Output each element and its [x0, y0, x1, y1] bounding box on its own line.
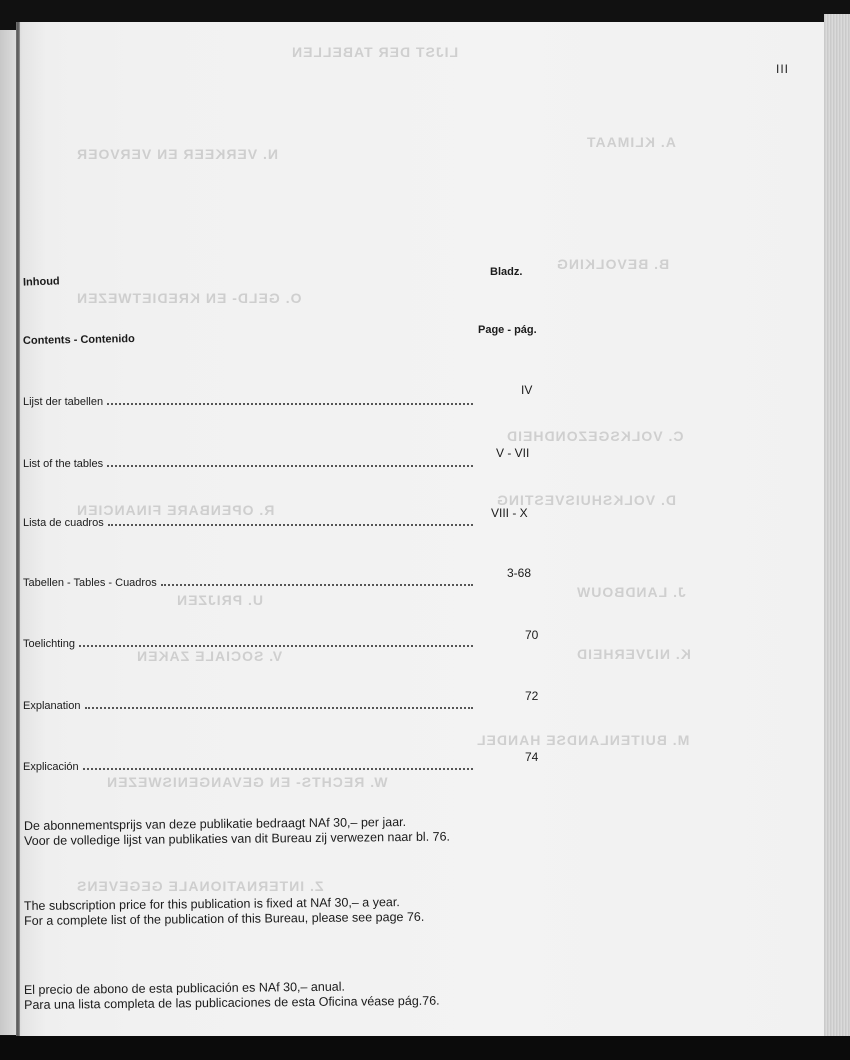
toc-label: Explicación — [23, 761, 79, 773]
toc-page-number: IV — [521, 383, 533, 397]
toc-entry[interactable] — [23, 757, 473, 773]
ghost-section: D. VOLKSHUISVESTING — [496, 492, 677, 508]
page-number: III — [776, 62, 790, 76]
toc-label: Lista de cuadros — [23, 517, 104, 529]
subscription-note-english — [24, 895, 425, 929]
ghost-section: B. BEVOLKING — [556, 256, 670, 272]
toc-page-number: 74 — [525, 750, 539, 764]
toc-label: List of the tables — [23, 458, 104, 470]
leader-dots — [161, 584, 473, 586]
toc-entry[interactable] — [23, 696, 473, 712]
heading-inhoud: Inhoud — [22, 275, 60, 289]
note-line: For a complete list of the publication of this Bureau, please see page 76. — [24, 909, 425, 928]
note-line: De abonnementsprijs van deze publikatie bedraagt NAf 30,– per jaar. — [23, 814, 407, 834]
leader-dots — [107, 403, 473, 405]
subscription-note-spanish — [24, 979, 440, 1013]
ghost-section: J. LANDBOUW — [576, 584, 686, 600]
page-stack-edge — [824, 14, 850, 1040]
leader-dots — [79, 645, 473, 647]
toc-label: Explanation — [23, 700, 81, 712]
ghost-section: W. RECHTS- EN GEVANGENISWEZEN — [106, 774, 388, 790]
document-page — [16, 22, 824, 1040]
subscription-note-dutch — [24, 815, 450, 849]
toc-label: Tabellen - Tables - Cuadros — [23, 577, 157, 589]
ghost-section: A. KLIMAAT — [586, 134, 676, 150]
ghost-section: K. NIJVERHEID — [576, 646, 691, 662]
toc-page-number: 70 — [525, 628, 539, 642]
toc-page-number: VIII - X — [491, 506, 528, 520]
heading-contents: Contents - Contenido — [22, 333, 135, 347]
ghost-section: R. OPENBARE FINANCIEN — [76, 502, 275, 518]
toc-page-number: 72 — [525, 689, 539, 703]
facing-page-edge — [0, 30, 16, 1035]
toc-label: Lijst der tabellen — [23, 396, 104, 408]
ghost-section: C. VOLKSGEZONDHEID — [506, 428, 684, 444]
ghost-section: N. VERKEER EN VERVOER — [76, 146, 279, 162]
toc-page-number: V - VII — [496, 446, 530, 460]
ghost-section: V. SOCIALE ZAKEN — [136, 648, 283, 664]
leader-dots — [83, 768, 473, 770]
note-line: Para una lista completa de las publicaciones de esta Oficina véase pág.76. — [24, 993, 440, 1012]
ghost-section: O. GELD- EN KREDIETWEZEN — [76, 290, 302, 306]
note-line: The subscription price for this publication is fixed at NAf 30,– a year. — [23, 895, 400, 914]
toc-entry[interactable] — [23, 634, 473, 650]
ghost-section: Z. INTERNATIONALE GEGEVENS — [76, 878, 324, 894]
toc-entry[interactable] — [23, 513, 473, 529]
toc-label: Toelichting — [23, 638, 75, 650]
scan-bottom-edge — [0, 1036, 850, 1060]
leader-dots — [108, 524, 473, 526]
toc-entry[interactable] — [23, 573, 473, 589]
show-through-text — [16, 22, 824, 1040]
toc-page-number: 3-68 — [507, 566, 532, 580]
note-line: Voor de volledige lijst van publikaties van dit Bureau zij verwezen naar bl. 76. — [24, 829, 451, 848]
ghost-title: LIJST DER TABELLEN — [291, 44, 459, 60]
ghost-section: M. BUITENLANDSE HANDEL — [476, 732, 690, 748]
heading-page-pag: Page - pág. — [478, 324, 537, 336]
note-line: El precio de abono de esta publicación es NAf 30,– anual. — [23, 979, 346, 998]
ghost-section: U. PRIJZEN — [176, 592, 264, 608]
leader-dots — [107, 465, 473, 467]
toc-entry[interactable] — [23, 454, 473, 470]
toc-entry[interactable] — [23, 392, 473, 408]
binding-gutter — [16, 22, 20, 1040]
leader-dots — [85, 707, 474, 709]
heading-bladz: Bladz. — [490, 266, 523, 278]
